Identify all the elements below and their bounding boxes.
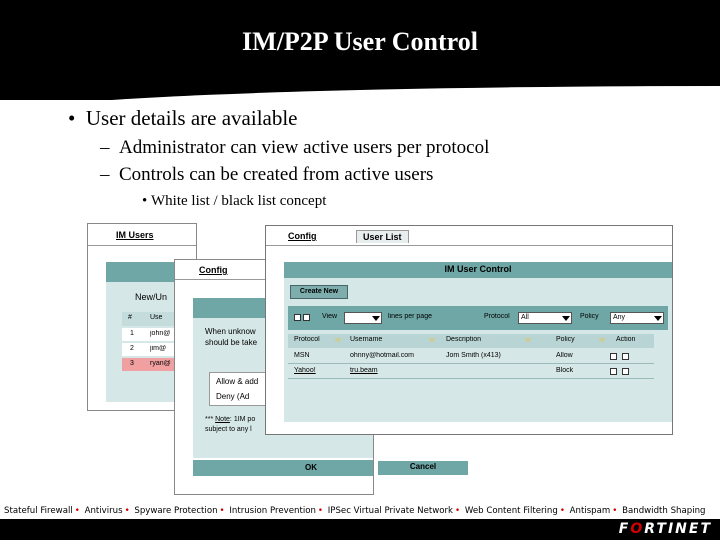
protocol-value: All [521, 314, 529, 321]
sort-icon[interactable] [598, 338, 606, 343]
row-username: tru.beam [350, 367, 378, 374]
tab-config[interactable]: Config [288, 231, 317, 241]
table-row[interactable] [288, 350, 654, 364]
edit-icon[interactable] [610, 353, 617, 360]
row-description: Jom Smith (x413) [446, 352, 501, 359]
col-number: # [128, 314, 132, 321]
col-protocol[interactable]: Protocol [294, 336, 320, 343]
policy-select[interactable] [610, 312, 664, 324]
footer-bar [0, 519, 720, 540]
filter-bar [288, 306, 668, 330]
bullet-dot: • [74, 506, 80, 516]
bullet-dot: • [219, 506, 225, 516]
front-tabbar [266, 226, 672, 246]
cancel-button[interactable]: Cancel [378, 461, 468, 475]
col-policy[interactable]: Policy [556, 336, 575, 343]
chevron-down-icon [372, 316, 380, 321]
policy-value: Any [613, 314, 626, 321]
option-allow-add[interactable]: Allow & add [216, 377, 259, 386]
bullet-main-text: User details are available [85, 106, 298, 130]
sub-bullet-1-text: Administrator can view active users per protocol [119, 137, 490, 158]
dash: – [100, 164, 110, 185]
row-number: 3 [130, 360, 134, 367]
next-page-icon[interactable] [303, 314, 310, 321]
feature-item: Antispam [569, 506, 611, 516]
sub-bullet-2 [100, 164, 433, 186]
bullet-dot: • [559, 506, 565, 516]
protocol-label: Protocol [484, 313, 510, 320]
note-text-1: 1IM po [233, 416, 256, 423]
feature-item: Stateful Firewall [4, 506, 73, 516]
create-new-button[interactable]: Create New [290, 285, 348, 299]
feature-item: Web Content Filtering [464, 506, 558, 516]
table-row[interactable] [288, 365, 654, 379]
row-policy: Allow [556, 352, 573, 359]
new-unknown-label: New/Un [135, 292, 168, 302]
row-protocol: Yahoo! [294, 367, 316, 374]
prev-page-icon[interactable] [294, 314, 301, 321]
bullet-dot: • [455, 506, 461, 516]
feature-item: Spyware Protection [134, 506, 218, 516]
chevron-down-icon [562, 316, 570, 321]
protocol-select[interactable] [518, 312, 572, 324]
tab-im-users[interactable]: IM Users [116, 230, 154, 240]
feature-item: Intrusion Prevention [229, 506, 316, 516]
col-description[interactable]: Description [446, 336, 482, 343]
im-user-control-title: IM User Control [444, 264, 512, 274]
policy-label: Policy [580, 313, 599, 320]
feature-item: Antivirus [84, 506, 123, 516]
sub-sub-bullet [142, 193, 326, 210]
sub-sub-bullet-text: White list / black list concept [151, 193, 327, 209]
ok-button[interactable]: OK [305, 463, 317, 472]
sub-bullet-1 [100, 137, 489, 159]
row-number: 1 [130, 330, 134, 337]
note-label: Note [215, 416, 230, 423]
row-number: 2 [130, 345, 134, 352]
col-action: Action [616, 336, 636, 343]
sub-bullet-2-text: Controls can be created from active users [119, 164, 434, 185]
bullet-dot: • [317, 506, 323, 516]
row-user: ryan@ [150, 360, 171, 367]
delete-icon[interactable] [622, 368, 629, 375]
tab-config[interactable]: Config [199, 265, 228, 275]
bullet-dot: • [142, 193, 148, 209]
tab-user-list[interactable]: User List [356, 230, 409, 243]
bullet-dot: • [612, 506, 618, 516]
col-username[interactable]: Username [350, 336, 383, 343]
row-user: jim@ [150, 345, 167, 352]
feature-item: IPSec Virtual Private Network [327, 506, 454, 516]
logo-part: RTINET [644, 521, 712, 537]
option-deny[interactable]: Deny (Ad [216, 392, 250, 401]
im-user-control-titlebar [284, 262, 672, 278]
config-note: *** Note: 1IM po [205, 416, 256, 423]
delete-icon[interactable] [622, 353, 629, 360]
table-header [288, 334, 654, 348]
feature-item: Bandwidth Shaping [622, 506, 706, 516]
bullet-dot: • [68, 106, 76, 130]
config-text-2: should be take [205, 338, 258, 347]
slide-title: IM/P2P User Control [242, 27, 478, 56]
view-label: View [322, 313, 338, 320]
bullet-main [68, 106, 298, 131]
row-protocol: MSN [294, 352, 310, 359]
col-user: Use [150, 314, 163, 321]
table-empty-area [288, 380, 654, 406]
note-text-2: subject to any l [205, 426, 252, 433]
edit-icon[interactable] [610, 368, 617, 375]
dash: – [100, 137, 110, 158]
chevron-down-icon [654, 316, 662, 321]
feature-strip [0, 501, 720, 521]
logo-part: F [618, 521, 631, 537]
fortinet-logo [619, 521, 712, 537]
sort-icon[interactable] [334, 338, 342, 343]
sort-icon[interactable] [524, 338, 532, 343]
row-policy: Block [556, 367, 574, 374]
view-count-select[interactable] [344, 312, 382, 324]
sort-icon[interactable] [428, 338, 436, 343]
lines-per-page-label: lines per page [388, 313, 432, 320]
bullet-dot: • [124, 506, 130, 516]
row-user: john@ [150, 330, 171, 337]
im-user-control-window [265, 225, 673, 435]
row-username: ohnny@hotmail.com [350, 352, 414, 359]
logo-part: O [630, 521, 645, 537]
config-text-1: When unknow [205, 327, 256, 336]
